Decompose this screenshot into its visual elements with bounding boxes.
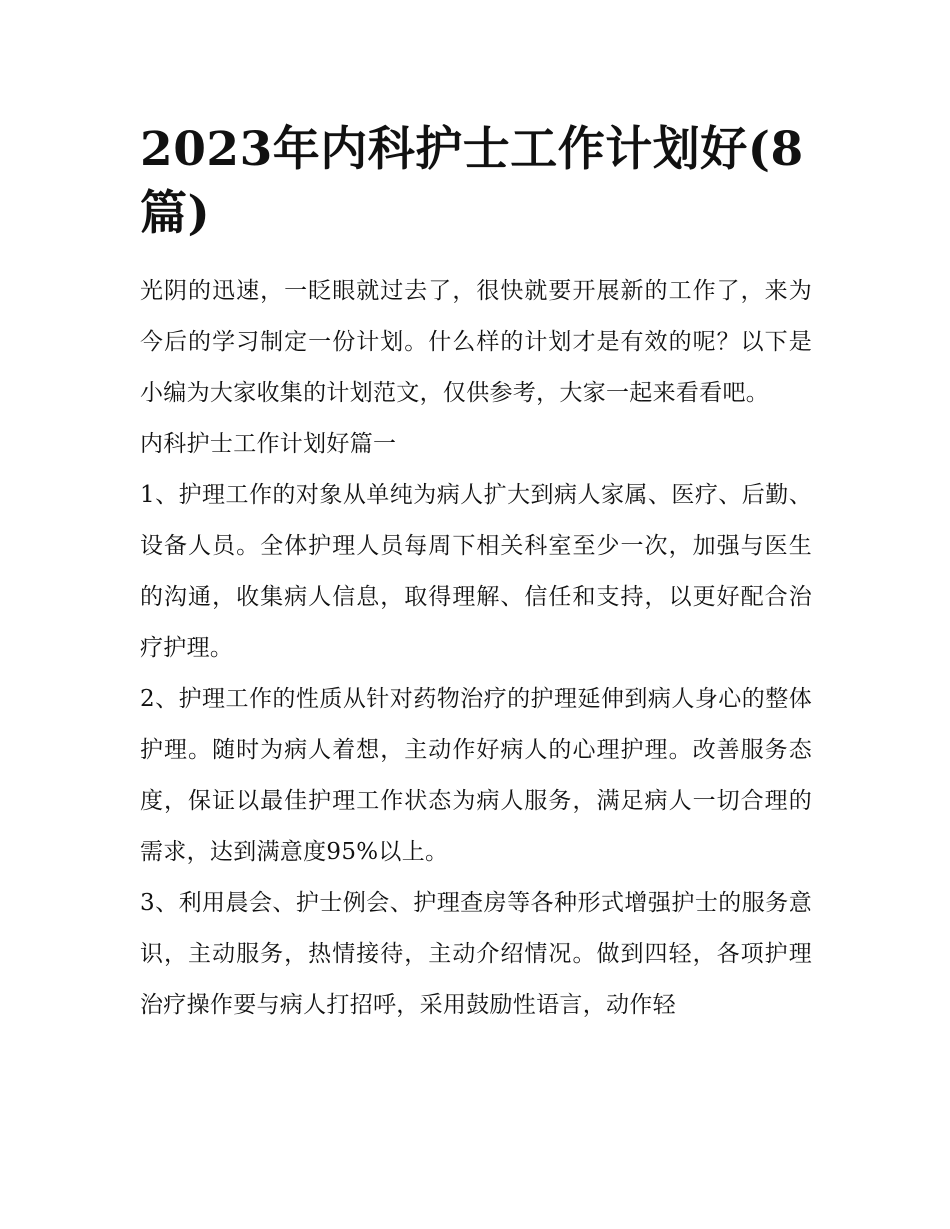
- document-page: [140, 118, 812, 1031]
- list-item-3: 3、利用晨会、护士例会、护理查房等各种形式增强护士的服务意识，主动服务，热情接待，主动介绍情况。做到四轻，各项护理治疗操作要与病人打招呼，采用鼓励性语言，动作轻: [140, 890, 812, 1018]
- list-item-2: 2、护理工作的性质从针对药物治疗的护理延伸到病人身心的整体护理。随时为病人着想，主动作好病人的心理护理。改善服务态度，保证以最佳护理工作状态为病人服务，满足病人一切合理的需求，达到满意度95%以上。: [140, 686, 812, 865]
- list-item-1: 1、护理工作的对象从单纯为病人扩大到病人家属、医疗、后勤、设备人员。全体护理人员每周下相关科室至少一次，加强与医生的沟通，收集病人信息，取得理解、信任和支持，以更好配合治疗护理。: [140, 482, 812, 661]
- section-heading: 内科护士工作计划好篇一: [140, 431, 397, 457]
- intro-paragraph: 光阴的迅速，一眨眼就过去了，很快就要开展新的工作了，来为今后的学习制定一份计划。什么样的计划才是有效的呢？以下是小编为大家收集的计划范文，仅供参考，大家一起来看看吧。: [140, 278, 812, 406]
- document-title: 2023年内科护士工作计划好(8篇): [140, 122, 804, 241]
